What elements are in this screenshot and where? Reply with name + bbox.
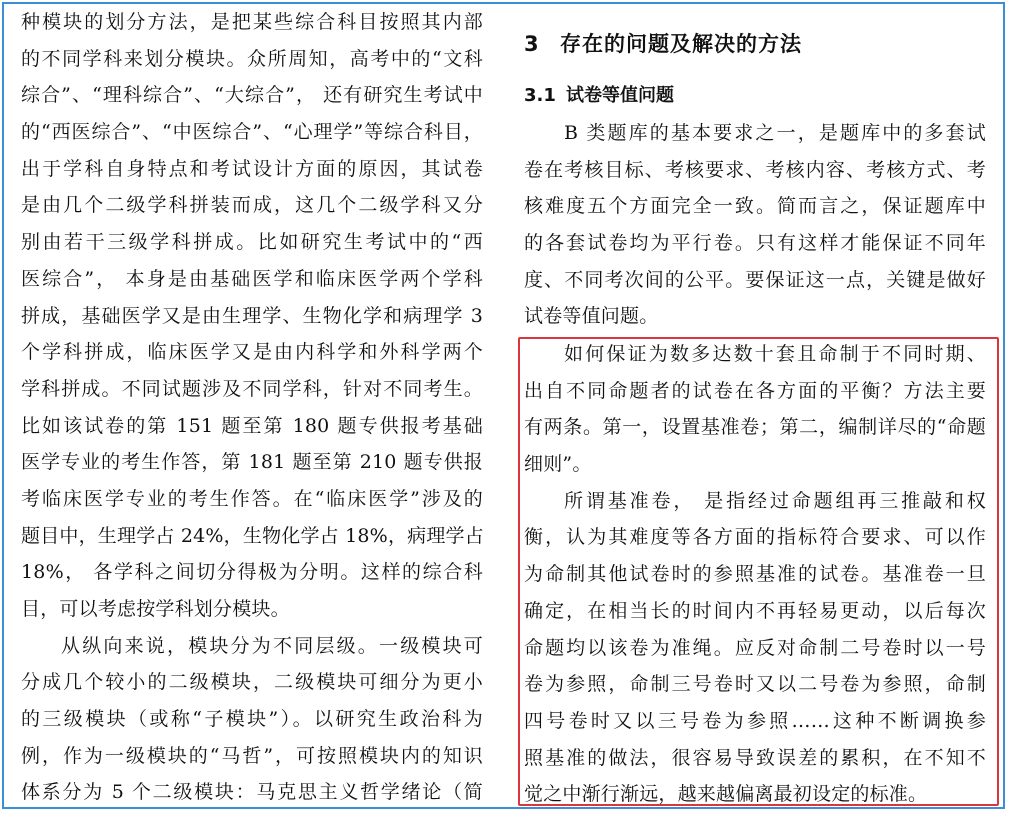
text-line: 出于学科自身特点和考试设计方面的原因，其试卷	[21, 157, 483, 180]
text-line: 卷为参照，命制三号卷时又以二号卷为参照，命制	[524, 673, 986, 696]
text-line: 别由若干三级学科拼成。比如研究生考试中的“西	[21, 231, 483, 254]
text-line: 考临床医学专业的考生作答。在“临床医学”涉及的	[21, 487, 483, 510]
subsection-heading	[524, 77, 986, 115]
text-line: 目，可以考虑按学科划分模块。	[21, 598, 290, 620]
text-line: 的“西医综合”、“中医综合”、“心理学”等综合科目，	[21, 121, 483, 144]
text-line: 比如该试卷的第 151 题至第 180 题专供报考基础	[21, 414, 483, 437]
text-line: 有两条。第一，设置基准卷；第二，编制详尽的“命题	[524, 416, 986, 439]
text-line: 的各套试卷均为平行卷。只有这样才能保证不同年	[524, 232, 986, 255]
section-heading	[524, 22, 986, 66]
text-line: 卷在考核目标、考核要求、考核内容、考核方式、考	[524, 158, 986, 181]
text-line: 所谓基准卷， 是指经过命题组再三推敲和权	[564, 489, 986, 512]
text-line: 分成几个较小的二级模块，二级模块可细分为更小	[21, 671, 483, 694]
text-line: 的不同学科来划分模块。众所周知，高考中的“文科	[21, 47, 483, 70]
section-title: 存在的问题及解决的方法	[560, 32, 802, 56]
text-line: 拼成，基础医学又是由生理学、生物化学和病理学 3	[21, 304, 483, 327]
text-line: 四号卷时又以三号卷为参照……这种不断调换参	[524, 709, 986, 732]
text-line: 确定，在相当长的时间内不再轻易更动，以后每次	[524, 599, 986, 622]
text-line: 的三级模块（或称“子模块”）。以研究生政治科为	[21, 708, 483, 731]
subsection-title: 试卷等值问题	[566, 85, 674, 106]
text-line: 试卷等值问题。	[524, 305, 659, 328]
text-line: 衡，认为其难度等各方面的指标符合要求、可以作	[524, 526, 986, 549]
text-line: 细则”。	[524, 453, 592, 476]
text-line: 核难度五个方面完全一致。简而言之，保证题库中	[524, 195, 986, 218]
text-line: 医综合”， 本身是由基础医学和临床医学两个学科	[21, 267, 483, 290]
text-line: B 类题库的基本要求之一，是题库中的多套试	[564, 122, 986, 144]
text-line: 个学科拼成，临床医学又是由内科学和外科学两个	[21, 341, 483, 364]
text-line: 从纵向来说，模块分为不同层级。一级模块可	[61, 634, 483, 657]
text-line: 照基准的做法，很容易导致误差的累积，在不知不	[524, 746, 986, 769]
text-line: 学科拼成。不同试题涉及不同学科，针对不同考生。	[21, 377, 483, 400]
highlighted-passage	[524, 336, 986, 813]
text-line: 体系分为 5 个二级模块：马克思主义哲学绪论（简	[21, 781, 483, 804]
text-line: 种模块的划分方法，是把某些综合科目按照其内部	[21, 11, 483, 33]
text-line: 出自不同命题者的试卷在各方面的平衡？方法主要	[524, 379, 986, 402]
text-line: 题目中，生理学占 24%，生物化学占 18%，病理学占	[21, 524, 484, 547]
text-line: 觉之中渐行渐远，越来越偏离最初设定的标准。	[524, 783, 928, 806]
text-line: 度、不同考次间的公平。要保证这一点，关键是做好	[524, 268, 986, 291]
text-line: 是由几个二级学科拼装而成，这几个二级学科又分	[21, 194, 483, 217]
text-line: 综合”、“理科综合”、“大综合”， 还有研究生考试中	[21, 84, 483, 107]
subsection-number: 3.1	[524, 85, 556, 106]
text-line: 为命制其他试卷时的参照基准的试卷。基准卷一旦	[524, 563, 986, 586]
text-line: 例，作为一级模块的“马哲”，可按照模块内的知识	[21, 744, 483, 767]
left-column	[21, 4, 483, 811]
text-line: 医学专业的考生作答，第 181 题至第 210 题专供报	[21, 451, 483, 474]
right-column	[524, 0, 986, 335]
text-line: 命题均以该卷为准绳。应反对命制二号卷时以一号	[524, 636, 986, 659]
text-line: 如何保证为数多达数十套且命制于不同时期、	[564, 343, 986, 365]
section-number: 3	[524, 32, 540, 56]
text-line: 18%， 各学科之间切分得极为分明。这样的综合科	[21, 561, 483, 584]
